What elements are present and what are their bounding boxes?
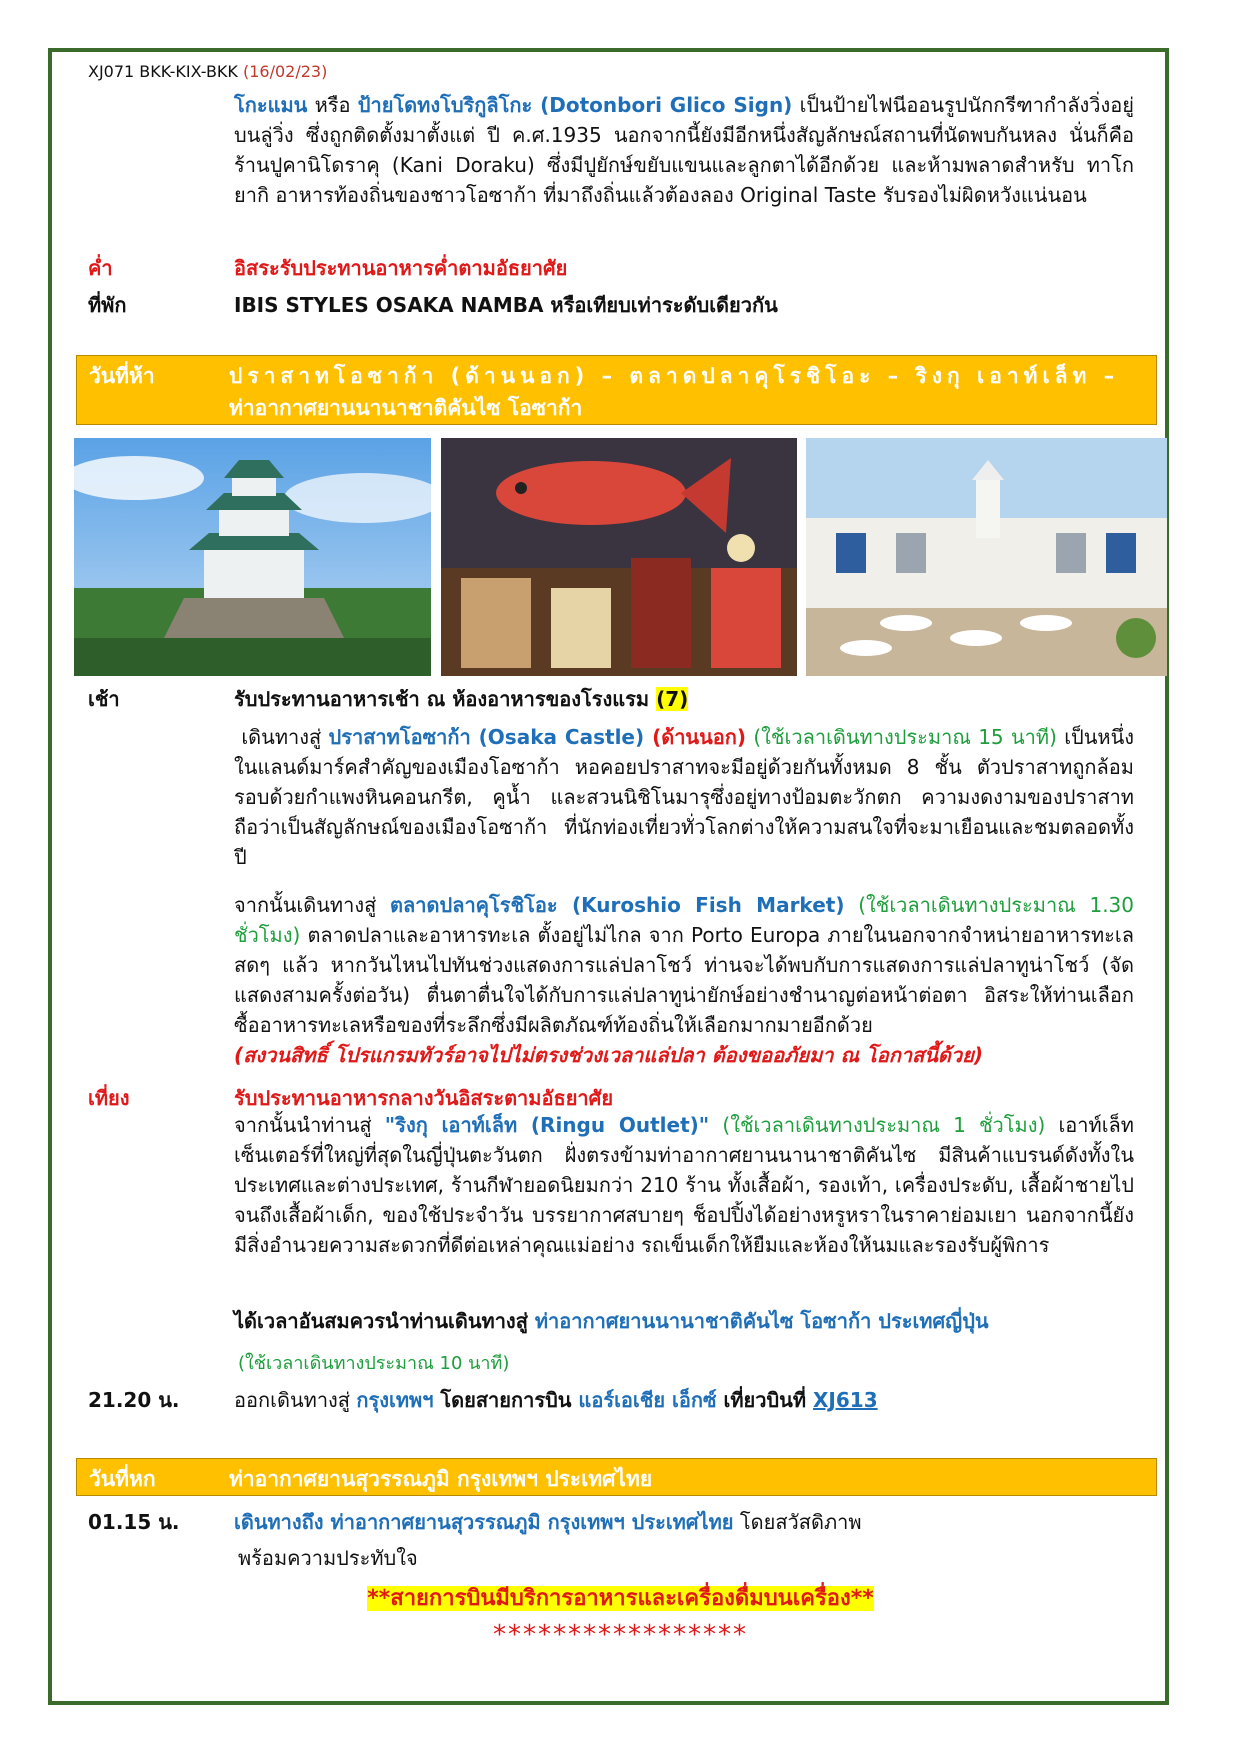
rinku-outlet-illustration (806, 438, 1167, 676)
fish-market-illustration (441, 438, 797, 676)
dinner-label: ค่ำ (88, 256, 113, 280)
arrival-line (234, 1506, 862, 1538)
dinner-text: อิสระรับประทานอาหารค่ำตามอัธยาศัย (234, 256, 568, 280)
outlet-prefix: จากนั้นนำท่านสู่ (234, 1113, 385, 1137)
breakfast-label: เช้า (88, 687, 120, 711)
flight-number-link[interactable]: XJ613 (813, 1388, 878, 1412)
kansai-airport-name: ท่าอากาศยานนานาชาติคันไซ โอซาก้า ประเทศญี่ปุ่น (534, 1309, 989, 1333)
intro-text: เป็นป้ายไฟนีออนรูปนักกรีฑากำลังวิ่งอยู่บนลู่วิ่ง ซึ่งถูกติดตั้งมาตั้งแต่ ปี ค.ศ.1935 นอกจากนี้ยังมีอีกหนึ่งสัญลักษณ์สถานที่นัดพบกันหลง นั่นก็คือ ร้านปูคานิโดราคุ (Kani Doraku) ซึ่งมีปูยักษ์ขยับแขนและลูกตาได้อีกด้วย และห้ามพลาดสำหรับ ทาโกยากิ อาหารท้องถิ่นของชาวโอซาก้า ที่มาถึงถิ่นแล้วต้องลอง Original Taste รับรองไม่ผิดหวังแน่นอน (234, 93, 1135, 207)
glico-sign-name: ป้ายโดทงโบริกูลิโกะ (Dotonbori Glico Sign) (357, 93, 793, 117)
day5-header-bar (76, 355, 1157, 425)
arrival-time: 01.15 น. (88, 1510, 180, 1534)
breakfast-meal-number: (7) (656, 687, 689, 711)
castle-outside: (ด้านนอก) (644, 725, 747, 749)
tour-code: XJ071 BKK-KIX-BKK (88, 62, 238, 81)
rinku-outlet-photo (806, 438, 1167, 676)
day5-title-line1: ปราสาทโอซาก้า (ด้านนอก) – ตลาดปลาคุโรชิโอะ – ริงกุ เอาท์เล็ท – (229, 364, 1120, 388)
tour-date: (16/02/23) (243, 62, 328, 81)
arrival-safely: โดยสวัสดิภาพ (733, 1510, 862, 1534)
lunch-text: รับประทานอาหารกลางวันอิสระตามอัธยาศัย (234, 1086, 614, 1110)
hotel-text: IBIS STYLES OSAKA NAMBA หรือเทียบเท่าระดับเดียวกัน (234, 293, 778, 317)
fish-prefix: จากนั้นเดินทางสู่ (234, 893, 391, 917)
castle-prefix: เดินทางสู่ (241, 725, 329, 749)
glico-name: โกะแมน (234, 93, 308, 117)
osaka-castle-illustration (74, 438, 431, 676)
fish-market-paragraph (234, 890, 1134, 1070)
flight-text1: ออกเดินทางสู่ (234, 1388, 357, 1412)
castle-paragraph (234, 722, 1134, 872)
tour-code-header (88, 62, 327, 81)
day6-title: ท่าอากาศยานสุวรรณภูมิ กรุงเทพฯ ประเทศไทย (229, 1467, 653, 1491)
intro-paragraph (234, 90, 1134, 210)
breakfast-text: รับประทานอาหารเช้า ณ ห้องอาหารของโรงแรม (234, 687, 657, 711)
intro-or: หรือ (307, 93, 358, 117)
castle-description: เป็นหนึ่งในแลนด์มาร์คสำคัญของเมืองโอซาก้า หอคอยปราสาทจะมีอยู่ด้วยกันทั้งหมด 8 ชั้น ตัวปราสาทถูกล้อมรอบด้วยกำแพงหินคอนกรีต, คูน้ำ และสวนนิชิโนมารุซึ่งอยู่ทางป้อมตะวักตก ความงดงามของปราสาท ถือว่าเป็นสัญลักษณ์ของเมืองโอซาก้า ที่นักท่องเที่ยวทั่วโลกต่างให้ความสนใจที่จะมาเยือนและชมตลอดทั้งปี (234, 725, 1135, 869)
hotel-label: ที่พัก (88, 293, 127, 317)
arrival-impression: พร้อมความประทับใจ (238, 1546, 418, 1570)
fish-description: ตลาดปลาและอาหารทะเล ตั้งอยู่ไม่ไกล จาก Porto Europa ภายในนอกจากจำหน่ายอาหารทะเลสดๆ แล้ว หากวันไหนไปทันช่วงแสดงการแล่ปลาโชว์ ท่านจะได้พบกับการแสดงการแล่ปลาทูน่าโชว์ (จัดแสดงสามครั้งต่อวัน) ตื่นตาตื่นใจได้กับการแล่ปลาทูน่ายักษ์อย่างชำนาญต่อหน้าต่อตา อิสระให้ท่านเลือกซื้ออาหารทะเลหรือของที่ระลึกซึ่งมีผลิตภัณฑ์ท้องถิ่นให้เลือกมากมายอีกด้วย (234, 923, 1134, 1037)
day6-header-bar (76, 1458, 1157, 1496)
airport-travel-time: (ใช้เวลาเดินทางประมาณ 10 นาที) (238, 1353, 510, 1374)
day6-label: วันที่หก (89, 1467, 156, 1491)
fish-market-name: ตลาดปลาคุโรชิโอะ (Kuroshio Fish Market) (390, 893, 845, 917)
fish-travel-time: (ใช้เวลาเดินทางประมาณ 1.30 ชั่วโมง) (234, 893, 1134, 947)
day5-title-line2: ท่าอากาศยานนานาชาติคันไซ โอซาก้า (229, 396, 583, 420)
airport-transfer-line (234, 1306, 1134, 1336)
outlet-description: เอาท์เล็ทเซ็นเตอร์ที่ใหญ่ที่สุดในญี่ปุ่นตะวันตก ฝั่งตรงข้ามท่าอากาศยานนานาชาติคันไซ มีสินค้าแบรนด์ดังทั้งในประเทศและต่างประเทศ, ร้านกีฬายอดนิยมกว่า 210 ร้าน ทั้งเสื้อผ้า, รองเท้า, เครื่องประดับ, เสื้อผ้าชายไปจนถึงเสื้อผ้าเด็ก, ของใช้ประจำวัน บรรยากาศสบายๆ ช็อปปิ้งได้อย่างหรูหราในราคาย่อมเยา นอกจากนี้ยังมีสิ่งอำนวยความสะดวกที่ดีต่อเหล่าคุณแม่อย่าง รถเข็นเด็กให้ยืมและห้องให้นมและรองรับผู้พิการ (234, 1113, 1134, 1257)
castle-name: ปราสาทโอซาก้า (Osaka Castle) (328, 725, 645, 749)
flight-text2: โดยสายการบิน (433, 1388, 579, 1412)
arrival-destination: เดินทางถึง ท่าอากาศยานสุวรรณภูมิ กรุงเทพฯ ประเทศไทย (234, 1510, 734, 1534)
outlet-travel-time: (ใช้เวลาเดินทางประมาณ 1 ชั่วโมง) (709, 1113, 1046, 1137)
meal-note-wrap (0, 1580, 1241, 1615)
fish-market-photo (441, 438, 797, 676)
flight-time: 21.20 น. (88, 1388, 180, 1412)
airport-transfer-text: ได้เวลาอันสมควรนำท่านเดินทางสู่ (234, 1309, 535, 1333)
outlet-paragraph (234, 1110, 1134, 1260)
lunch-label: เที่ยง (88, 1086, 130, 1110)
fish-disclaimer: (สงวนสิทธิ์ โปรแกรมทัวร์อาจไปไม่ตรงช่วงเวลาแล่ปลา ต้องขออภัยมา ณ โอกาสนี้ด้วย) (234, 1043, 984, 1067)
flight-line (234, 1384, 878, 1416)
flight-text3: เที่ยวบินที่ (716, 1388, 813, 1412)
outlet-name: "ริงกุ เอาท์เล็ท (Ringu Outlet)" (384, 1113, 710, 1137)
day5-label: วันที่ห้า (89, 364, 155, 388)
inflight-meal-note: **สายการบินมีบริการอาหารและเครื่องดื่มบนเครื่อง** (367, 1586, 874, 1611)
end-stars: ***************** (493, 1620, 748, 1650)
osaka-castle-photo (74, 438, 431, 676)
flight-destination: กรุงเทพฯ (356, 1388, 434, 1412)
castle-travel-time: (ใช้เวลาเดินทางประมาณ 15 นาที) (746, 725, 1057, 749)
breakfast-line (234, 683, 688, 715)
flight-airline: แอร์เอเชีย เอ็กซ์ (578, 1388, 717, 1412)
